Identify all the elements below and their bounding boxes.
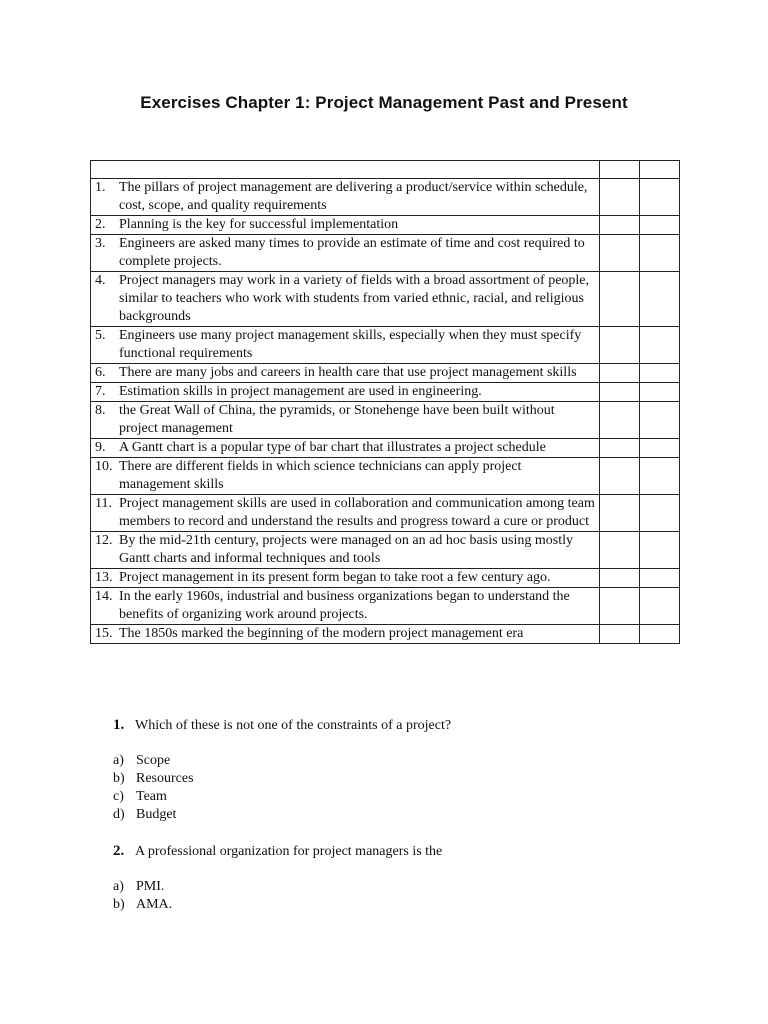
statement-cell <box>91 402 600 439</box>
true-answer-cell[interactable] <box>600 272 640 327</box>
statement-number: 11. <box>95 496 112 511</box>
statement-number: 10. <box>95 459 113 474</box>
question-line <box>113 716 451 735</box>
option-label: b) <box>113 771 125 786</box>
statement-number: 7. <box>95 384 106 399</box>
option-text: Resources <box>136 771 194 786</box>
option-label: a) <box>113 753 124 768</box>
statement-cell <box>91 364 600 383</box>
option-text: PMI. <box>136 879 165 894</box>
statement-text: The 1850s marked the beginning of the modern project management era <box>119 626 524 641</box>
statement-cell <box>91 272 600 327</box>
true-answer-cell[interactable] <box>600 588 640 625</box>
table-row <box>91 532 680 569</box>
statement-number: 12. <box>95 533 113 548</box>
statement-text: Project managers may work in a variety of fields with a broad assortment of people, similar to teachers who work with students from varied ethnic, racial, and religious backgrounds <box>119 273 590 324</box>
statement-cell <box>91 235 600 272</box>
true-answer-cell[interactable] <box>600 216 640 235</box>
table-row <box>91 625 680 644</box>
statement-number: 2. <box>95 217 106 232</box>
statement-text: By the mid-21th century, projects were managed on an ad hoc basis using mostly Gantt charts and informal techniques and tools <box>119 533 573 566</box>
statement-cell <box>91 383 600 402</box>
question-1 <box>113 716 451 824</box>
table-header-row <box>91 161 680 179</box>
statement-number: 9. <box>95 440 106 455</box>
true-answer-cell[interactable] <box>600 625 640 644</box>
option-label: a) <box>113 879 124 894</box>
option-list <box>113 878 442 914</box>
false-answer-cell[interactable] <box>640 439 680 458</box>
header-cell-true <box>600 161 640 179</box>
statement-text: Engineers use many project management skills, especially when they must specify functional requirements <box>119 328 582 361</box>
answer-option[interactable] <box>113 896 442 914</box>
question-text: A professional organization for project managers is the <box>135 844 443 859</box>
true-answer-cell[interactable] <box>600 439 640 458</box>
option-text: AMA. <box>136 897 173 912</box>
statement-text: The pillars of project management are delivering a product/service within schedule, cost, scope, and quality requirements <box>119 180 588 213</box>
statement-text: A Gantt chart is a popular type of bar chart that illustrates a project schedule <box>119 440 546 455</box>
true-answer-cell[interactable] <box>600 383 640 402</box>
true-false-table <box>90 160 680 644</box>
table-row <box>91 364 680 383</box>
true-answer-cell[interactable] <box>600 402 640 439</box>
true-answer-cell[interactable] <box>600 327 640 364</box>
false-answer-cell[interactable] <box>640 272 680 327</box>
statement-cell <box>91 532 600 569</box>
statement-number: 8. <box>95 403 106 418</box>
table-row <box>91 179 680 216</box>
statement-text: There are many jobs and careers in health care that use project management skills <box>119 365 577 380</box>
false-answer-cell[interactable] <box>640 495 680 532</box>
answer-option[interactable] <box>113 788 451 806</box>
true-answer-cell[interactable] <box>600 235 640 272</box>
true-answer-cell[interactable] <box>600 179 640 216</box>
question-2 <box>113 842 442 914</box>
option-label: c) <box>113 789 124 804</box>
false-answer-cell[interactable] <box>640 588 680 625</box>
table-row <box>91 495 680 532</box>
statement-cell <box>91 439 600 458</box>
true-answer-cell[interactable] <box>600 458 640 495</box>
false-answer-cell[interactable] <box>640 179 680 216</box>
statement-text: Project management skills are used in collaboration and communication among team members to record and understand the results and progress toward a cure or product <box>119 496 595 529</box>
table-row <box>91 272 680 327</box>
page-title: Exercises Chapter 1: Project Management Past and Present <box>140 93 628 112</box>
statement-number: 14. <box>95 589 113 604</box>
table-row <box>91 327 680 364</box>
statement-cell <box>91 458 600 495</box>
table-row <box>91 569 680 588</box>
statement-cell <box>91 179 600 216</box>
statement-cell <box>91 569 600 588</box>
false-answer-cell[interactable] <box>640 569 680 588</box>
question-line <box>113 842 442 861</box>
option-text: Scope <box>136 753 171 768</box>
statement-text: Engineers are asked many times to provide an estimate of time and cost required to complete projects. <box>119 236 585 269</box>
answer-option[interactable] <box>113 770 451 788</box>
false-answer-cell[interactable] <box>640 216 680 235</box>
false-answer-cell[interactable] <box>640 383 680 402</box>
statement-cell <box>91 588 600 625</box>
false-answer-cell[interactable] <box>640 625 680 644</box>
question-number: 2. <box>113 843 125 859</box>
table-row <box>91 458 680 495</box>
question-text: Which of these is not one of the constraints of a project? <box>135 718 452 733</box>
statement-text: There are different fields in which science technicians can apply project management skills <box>119 459 522 492</box>
table-row <box>91 439 680 458</box>
statement-cell <box>91 625 600 644</box>
statement-text: In the early 1960s, industrial and business organizations began to understand the benefits of organizing work around projects. <box>119 589 570 622</box>
table-row <box>91 383 680 402</box>
statement-cell <box>91 495 600 532</box>
statement-text: Planning is the key for successful implementation <box>119 217 399 232</box>
statement-number: 6. <box>95 365 106 380</box>
table-row <box>91 216 680 235</box>
true-answer-cell[interactable] <box>600 364 640 383</box>
table-row <box>91 235 680 272</box>
statement-number: 13. <box>95 570 113 585</box>
answer-option[interactable] <box>113 878 442 896</box>
answer-option[interactable] <box>113 752 451 770</box>
option-text: Team <box>136 789 167 804</box>
statement-text: the Great Wall of China, the pyramids, or Stonehenge have been built without project management <box>119 403 555 436</box>
option-list <box>113 752 451 824</box>
false-answer-cell[interactable] <box>640 235 680 272</box>
false-answer-cell[interactable] <box>640 402 680 439</box>
statement-number: 1. <box>95 180 106 195</box>
false-answer-cell[interactable] <box>640 532 680 569</box>
option-label: b) <box>113 897 125 912</box>
statement-number: 3. <box>95 236 106 251</box>
statement-cell <box>91 327 600 364</box>
table-row <box>91 402 680 439</box>
question-number: 1. <box>113 717 125 733</box>
statement-text: Project management in its present form began to take root a few century ago. <box>119 570 551 585</box>
false-answer-cell[interactable] <box>640 327 680 364</box>
statement-number: 4. <box>95 273 106 288</box>
true-answer-cell[interactable] <box>600 569 640 588</box>
statement-text: Estimation skills in project management are used in engineering. <box>119 384 482 399</box>
false-answer-cell[interactable] <box>640 364 680 383</box>
header-cell-false <box>640 161 680 179</box>
true-answer-cell[interactable] <box>600 495 640 532</box>
false-answer-cell[interactable] <box>640 458 680 495</box>
header-cell-statement <box>91 161 600 179</box>
option-label: d) <box>113 807 125 822</box>
statement-cell <box>91 216 600 235</box>
table-row <box>91 588 680 625</box>
true-answer-cell[interactable] <box>600 532 640 569</box>
option-text: Budget <box>136 807 177 822</box>
statement-number: 15. <box>95 626 113 641</box>
answer-option[interactable] <box>113 806 451 824</box>
statement-number: 5. <box>95 328 106 343</box>
